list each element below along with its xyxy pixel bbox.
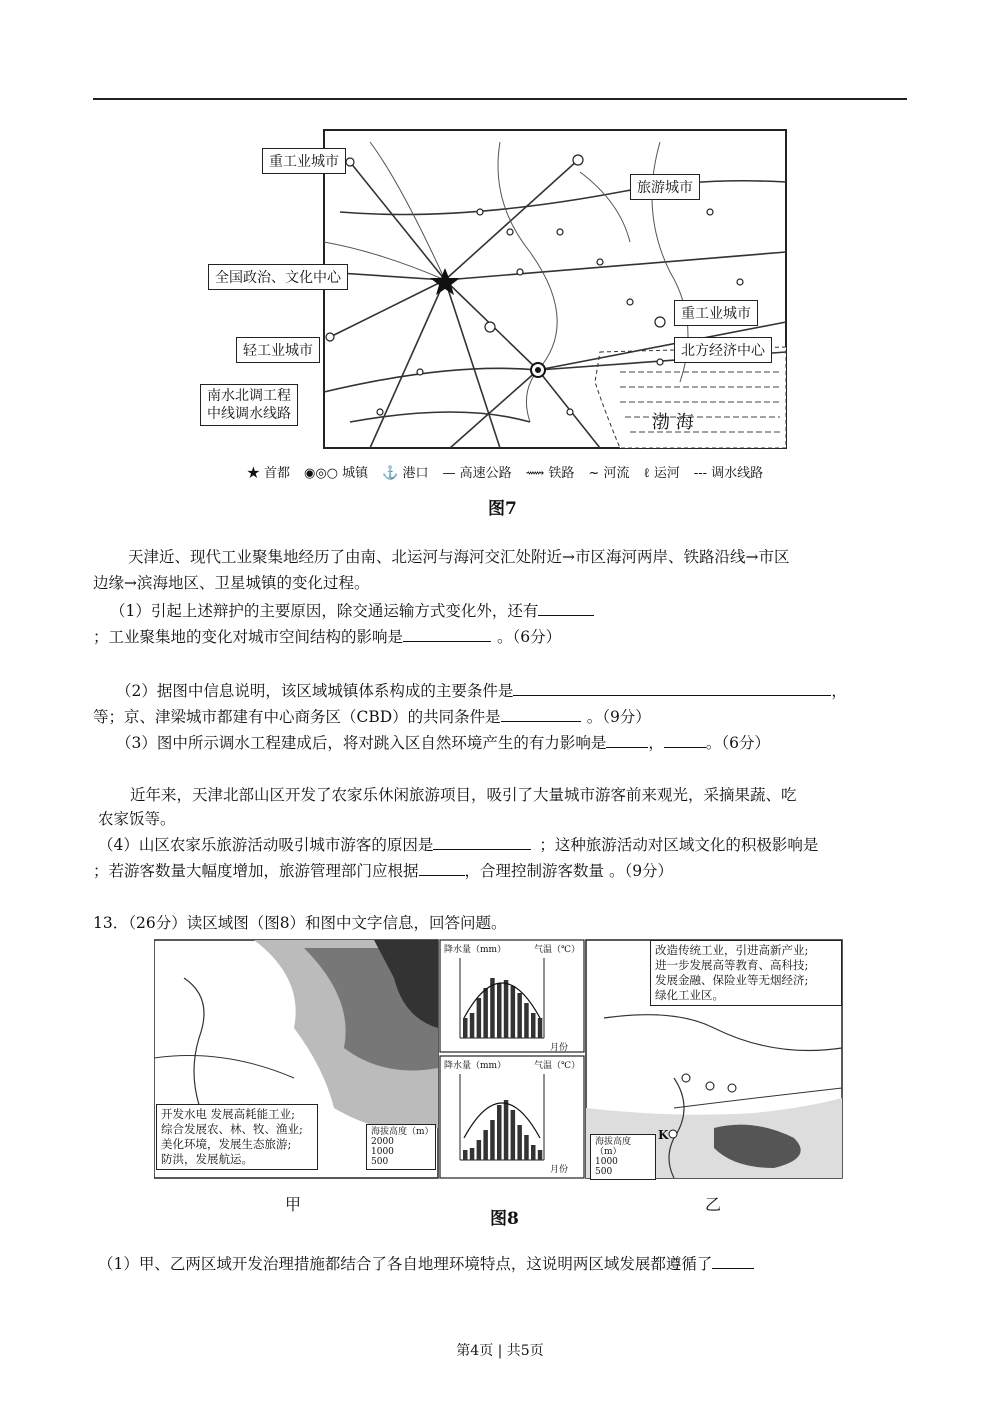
question-1-line1 — [110, 600, 594, 622]
right-legend-1: 1000 — [595, 1157, 618, 1167]
left-box-line1: 开发水电 发展高耗能工业; — [161, 1107, 296, 1121]
figure7-legend — [200, 460, 810, 482]
legend-capital: ★ 首都 — [246, 465, 290, 481]
legend-diversion: --- 调水线路 — [693, 465, 764, 481]
climate-bar — [511, 986, 515, 1038]
climate-bar — [490, 978, 495, 1038]
question-1-line2 — [93, 626, 561, 648]
label-north-economic-center: 北方经济中心 — [674, 337, 772, 363]
climate-bar — [504, 1100, 509, 1160]
climate-bar — [531, 1145, 536, 1160]
question-1-text: （1）引起上述辩护的主要原因，除交通运输方式变化外，还有 — [110, 602, 539, 620]
label-heavy-industry-north: 重工业城市 — [262, 148, 346, 174]
answer-blank-3a[interactable] — [606, 733, 648, 748]
label-capital: 全国政治、文化中心 — [208, 264, 348, 290]
left-box-line2: 综合发展农、林、牧、渔业; — [161, 1122, 303, 1136]
climate-bar — [517, 1125, 522, 1160]
climate-bar — [483, 988, 488, 1038]
question-13-1-line — [98, 1253, 754, 1275]
left-legend-2: 1000 — [371, 1147, 394, 1157]
legend-river: ~ 河流 — [588, 465, 630, 481]
climate-bar — [470, 1013, 475, 1038]
legend-railway: ⟿ 铁路 — [525, 465, 575, 481]
climate-bar — [490, 1120, 495, 1160]
answer-blank-1b[interactable] — [403, 627, 491, 642]
top-rule — [93, 98, 907, 100]
answer-blank-2a[interactable] — [513, 681, 831, 696]
figure8-label-yi: 乙 — [705, 1195, 722, 1214]
question-4-text2: ；这种旅游活动对区域文化的积极影响是 — [539, 836, 819, 854]
label-water-diversion-line2: 中线调水线路 — [207, 406, 291, 422]
question-2-text2: 等；京、津梁城市都建有中心商务区（CBD）的共同条件是 — [93, 708, 501, 726]
question-2-line2 — [93, 706, 651, 728]
question-4-line2 — [93, 860, 673, 882]
chart-bottom-ylabel-left: 降水量（mm） — [444, 1061, 507, 1071]
label-bohai-sea: 渤 海 — [652, 412, 694, 433]
page-footer: 第4页 | 共5页 — [456, 1343, 544, 1359]
passage1-line1: 天津近、现代工业聚集地经历了由南、北运河与海河交汇处附近→市区海河两岸、铁路沿线→市区 — [128, 548, 790, 566]
answer-blank-4b[interactable] — [419, 861, 465, 876]
left-legend-title: 海拔高度（m） — [371, 1127, 434, 1137]
figure8-label-jia: 甲 — [285, 1195, 302, 1214]
question-1-score: 。（6分） — [497, 628, 562, 646]
question-3-sep: ， — [648, 734, 664, 752]
climate-bar — [538, 1150, 543, 1160]
chart-top-ylabel-left: 降水量（mm） — [444, 945, 507, 955]
climate-bar — [470, 1148, 475, 1160]
answer-blank-13-1[interactable] — [712, 1254, 754, 1269]
left-legend-1: 2000 — [371, 1137, 394, 1147]
right-box-line4: 绿化工业区。 — [655, 988, 724, 1002]
climate-bar — [524, 1003, 529, 1038]
climate-bar — [477, 1140, 482, 1160]
label-light-industry: 轻工业城市 — [236, 337, 320, 363]
left-legend-3: 500 — [371, 1157, 389, 1167]
climate-bar — [497, 983, 502, 1038]
climate-bar — [463, 1018, 468, 1038]
climate-bar — [497, 1105, 502, 1160]
figure8-right-legend — [590, 1134, 656, 1180]
climate-bar — [531, 1013, 536, 1038]
question-3-score: 。（6分） — [705, 734, 771, 752]
figure8-right-box — [650, 940, 842, 1006]
right-box-line3: 发展金融、保险业等无烟经济; — [655, 973, 809, 987]
chart-top-xlabel: 月份 — [550, 1043, 569, 1053]
chart-bottom-xlabel: 月份 — [550, 1165, 569, 1175]
figure8 — [154, 938, 844, 1183]
label-k: K — [658, 1128, 669, 1142]
figure8-left-box — [156, 1104, 318, 1170]
left-box-line3: 美化环境，发展生态旅游; — [161, 1137, 292, 1151]
answer-blank-3b[interactable] — [664, 733, 706, 748]
climate-bar — [483, 1130, 488, 1160]
question-2-line1 — [116, 680, 847, 702]
legend-highway: — 高速公路 — [442, 465, 512, 481]
question-2-comma: ， — [831, 682, 847, 700]
chart-bottom-ylabel-right: 气温（℃） — [534, 1061, 581, 1071]
passage1-line2: 边缘→滨海地区、卫星城镇的变化过程。 — [93, 574, 370, 592]
question-2-score: 。（9分） — [586, 708, 651, 726]
right-box-line1: 改造传统工业，引进高新产业; — [655, 943, 809, 957]
climate-bar — [504, 980, 509, 1038]
right-legend-title: 海拔高度（m） — [595, 1137, 632, 1157]
right-box-line2: 进一步发展高等教育、高科技; — [655, 958, 809, 972]
climate-bar — [524, 1135, 529, 1160]
figure7-caption: 图7 — [488, 499, 517, 519]
question-3-text: （3）图中所示调水工程建成后，将对跳入区自然环境产生的有力影响是 — [116, 734, 607, 752]
climate-bar — [463, 1150, 468, 1160]
figure8-caption: 图8 — [490, 1209, 519, 1229]
question-13-title: 13．（26分）读区域图（图8）和图中文字信息，回答问题。 — [93, 914, 507, 932]
answer-blank-1a[interactable] — [538, 601, 594, 616]
legend-town: ◉◎○ 城镇 — [304, 465, 369, 481]
question-4-score: ，合理控制游客数量 。（9分） — [464, 862, 674, 880]
answer-blank-2b[interactable] — [501, 707, 581, 722]
question-1-text2: ；工业聚集地的变化对城市空间结构的影响是 — [93, 628, 404, 646]
question-2-text: （2）据图中信息说明，该区域城镇体系构成的主要条件是 — [116, 682, 514, 700]
passage2-line2: 农家饭等。 — [98, 810, 176, 828]
label-water-diversion — [200, 384, 298, 426]
label-tourism-city: 旅游城市 — [630, 174, 700, 200]
passage2-line1: 近年来，天津北部山区开发了农家乐休闲旅游项目，吸引了大量城市游客前来观光，采摘果蔬、吃 — [130, 786, 797, 804]
label-heavy-industry-east: 重工业城市 — [674, 300, 758, 326]
legend-canal: ℓ 运河 — [643, 465, 680, 481]
answer-blank-4a[interactable] — [433, 835, 531, 850]
legend-port: ⚓ 港口 — [382, 465, 429, 481]
question-4-text3: ；若游客数量大幅度增加，旅游管理部门应根据 — [93, 862, 419, 880]
label-water-diversion-line1: 南水北调工程 — [207, 388, 291, 404]
question-13-1-text: （1）甲、乙两区域开发治理措施都结合了各自地理环境特点，这说明两区域发展都遵循了 — [98, 1255, 713, 1273]
climate-bar — [517, 993, 522, 1038]
question-4-line1 — [98, 834, 818, 856]
question-3-line — [116, 732, 770, 754]
climate-bar — [477, 998, 482, 1038]
question-4-text: （4）山区农家乐旅游活动吸引城市游客的原因是 — [98, 836, 434, 854]
figure8-left-legend — [366, 1124, 436, 1170]
climate-bar — [511, 1110, 515, 1160]
figure7-map — [200, 122, 810, 462]
chart-top-ylabel-right: 气温（℃） — [534, 945, 581, 955]
left-box-line4: 防洪，发展航运。 — [161, 1152, 253, 1166]
right-legend-2: 500 — [595, 1167, 613, 1177]
climate-bar — [538, 1018, 543, 1038]
